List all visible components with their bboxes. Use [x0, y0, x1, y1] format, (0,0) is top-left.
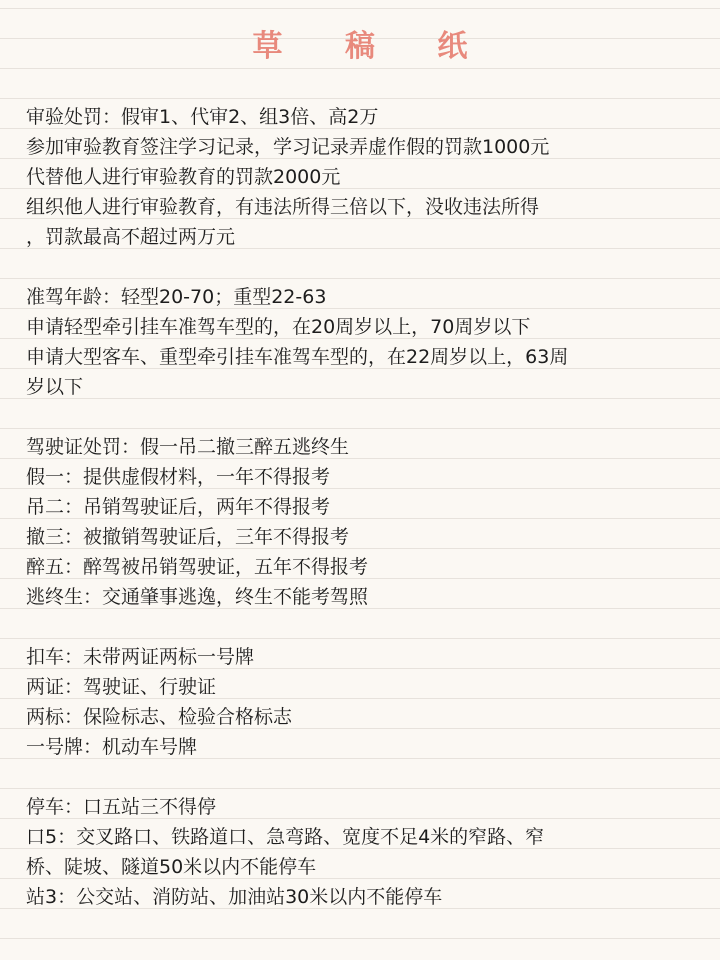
- note-line: 组织他人进行审验教育，有违法所得三倍以下，没收违法所得: [26, 196, 540, 218]
- note-line: 吊二：吊销驾驶证后，两年不得报考: [26, 496, 331, 518]
- note-line: 申请大型客车、重型牵引挂车准驾车型的，在22周岁以上，63周: [26, 346, 569, 368]
- section-inspection-penalty: [26, 102, 706, 252]
- note-line: 一号牌：机动车号牌: [26, 736, 198, 758]
- note-line: 岁以下: [26, 376, 84, 398]
- note-line: ，罚款最高不超过两万元: [26, 226, 236, 248]
- note-line: 口5：交叉路口、铁路道口、急弯路、宽度不足4米的窄路、窄: [26, 826, 545, 848]
- section-divider: [26, 612, 706, 642]
- note-line: 逃终生：交通肇事逃逸，终生不能考驾照: [26, 586, 369, 608]
- note-line: 醉五：醉驾被吊销驾驶证，五年不得报考: [26, 556, 369, 578]
- note-line: 参加审验教育签注学习记录，学习记录弄虚作假的罚款1000元: [26, 136, 550, 158]
- section-divider: [26, 402, 706, 432]
- section-license-penalty: [26, 432, 706, 612]
- section-vehicle-impound: [26, 642, 706, 762]
- note-line: 两标：保险标志、检验合格标志: [26, 706, 293, 728]
- note-line: 准驾年龄：轻型20-70；重型22-63: [26, 286, 327, 308]
- note-line: 撤三：被撤销驾驶证后，三年不得报考: [26, 526, 350, 548]
- section-divider: [26, 252, 706, 282]
- note-line: 审验处罚：假审1、代审2、组3倍、高2万: [26, 106, 379, 128]
- note-line: 驾驶证处罚：假一吊二撤三醉五逃终生: [26, 436, 350, 458]
- page-title: 草 稿 纸: [252, 29, 494, 64]
- note-line: 假一：提供虚假材料，一年不得报考: [26, 466, 331, 488]
- notes-content: [26, 102, 706, 912]
- note-line: 桥、陡坡、隧道50米以内不能停车: [26, 856, 317, 878]
- section-divider: [26, 762, 706, 792]
- note-line: 扣车：未带两证两标一号牌: [26, 646, 255, 668]
- section-parking: [26, 792, 706, 912]
- note-line: 两证：驾驶证、行驶证: [26, 676, 217, 698]
- note-line: 站3：公交站、消防站、加油站30米以内不能停车: [26, 886, 443, 908]
- section-driving-age: [26, 282, 706, 402]
- note-line: 代替他人进行审验教育的罚款2000元: [26, 166, 341, 188]
- note-line: 停车：口五站三不得停: [26, 796, 217, 818]
- note-line: 申请轻型牵引挂车准驾车型的，在20周岁以上，70周岁以下: [26, 316, 531, 338]
